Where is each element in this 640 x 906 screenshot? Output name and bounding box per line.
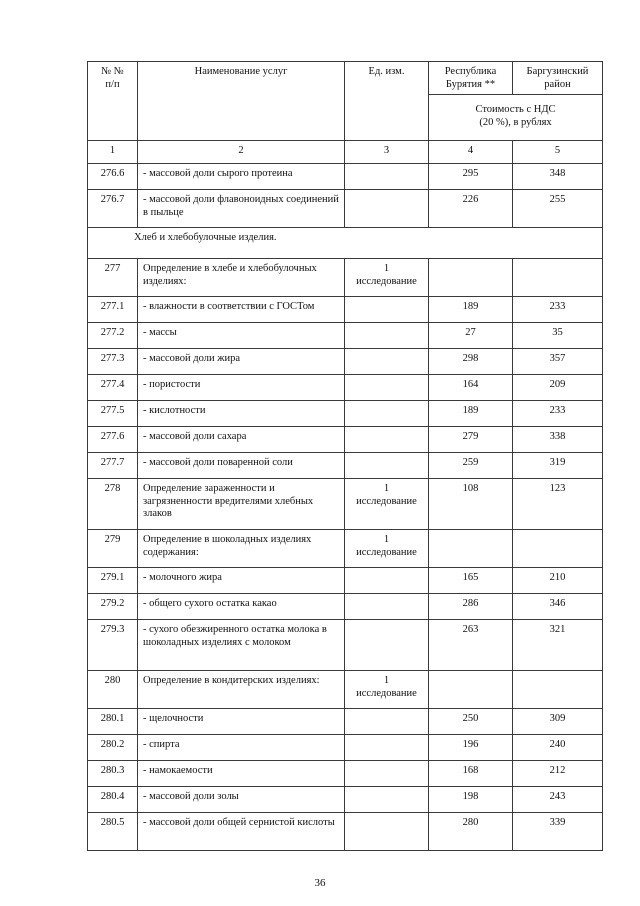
table-row: [88, 479, 603, 530]
price-district: 233: [513, 297, 603, 323]
price-republic: 164: [429, 375, 513, 401]
row-number: 277.4: [88, 375, 138, 401]
table-row: [88, 427, 603, 453]
header-district-text: Баргузинский район: [526, 66, 589, 90]
price-district: 321: [513, 620, 603, 671]
service-name: Определение в хлебе и хлебобулочных изделиях:: [138, 259, 345, 297]
unit-cell: [345, 594, 429, 620]
price-district: [513, 671, 603, 709]
price-district: 210: [513, 568, 603, 594]
price-district: 319: [513, 453, 603, 479]
price-district: 357: [513, 349, 603, 375]
table-row: [88, 568, 603, 594]
price-district: 243: [513, 787, 603, 813]
row-number: 278: [88, 479, 138, 530]
unit-cell: [345, 401, 429, 427]
row-number: 279.2: [88, 594, 138, 620]
service-name: - намокаемости: [138, 761, 345, 787]
service-name: - щелочности: [138, 709, 345, 735]
price-republic: 189: [429, 297, 513, 323]
service-name: - общего сухого остатка какао: [138, 594, 345, 620]
table-row: [88, 349, 603, 375]
price-republic: 280: [429, 813, 513, 851]
unit-cell: [345, 349, 429, 375]
price-republic: 27: [429, 323, 513, 349]
header-district: [513, 62, 603, 95]
page-number: 36: [314, 877, 326, 889]
header-cost: [429, 95, 603, 141]
col-number-1: 1: [88, 141, 138, 164]
price-republic: 198: [429, 787, 513, 813]
price-republic: 279: [429, 427, 513, 453]
table-row: [88, 735, 603, 761]
unit-cell: [345, 453, 429, 479]
service-name: - молочного жира: [138, 568, 345, 594]
table-row: [88, 297, 603, 323]
price-district: 255: [513, 190, 603, 228]
col-number-4: 4: [429, 141, 513, 164]
price-republic: 165: [429, 568, 513, 594]
table-row: [88, 709, 603, 735]
table-row: [88, 530, 603, 568]
table-row: [88, 453, 603, 479]
service-name: Определение в кондитерских изделиях:: [138, 671, 345, 709]
unit-cell: [345, 761, 429, 787]
table-row: [88, 761, 603, 787]
price-republic: 263: [429, 620, 513, 671]
header-num: [88, 62, 138, 141]
unit-cell: [345, 568, 429, 594]
unit-cell: [345, 323, 429, 349]
service-name: Определение зараженности и загрязненности вредителями хлебных злаков: [138, 479, 345, 530]
price-district: 338: [513, 427, 603, 453]
col-number-2: 2: [138, 141, 345, 164]
row-number: 279.1: [88, 568, 138, 594]
service-name: Определение в шоколадных изделиях содержания:: [138, 530, 345, 568]
service-name: - сухого обезжиренного остатка молока в шоколадных изделиях с молоком: [138, 620, 345, 671]
unit-cell: [345, 787, 429, 813]
price-district: 209: [513, 375, 603, 401]
header-unit: Ед. изм.: [345, 62, 429, 141]
section-title: Хлеб и хлебобулочные изделия.: [88, 228, 603, 259]
unit-cell: 1 исследование: [345, 479, 429, 530]
price-republic: [429, 530, 513, 568]
header-num-text: № № п/п: [101, 66, 124, 90]
service-name: - массы: [138, 323, 345, 349]
row-number: 279.3: [88, 620, 138, 671]
price-district: 212: [513, 761, 603, 787]
price-district: 348: [513, 164, 603, 190]
row-number: 277.5: [88, 401, 138, 427]
unit-cell: 1 исследование: [345, 530, 429, 568]
unit-cell: [345, 164, 429, 190]
price-district: [513, 259, 603, 297]
unit-cell: [345, 427, 429, 453]
service-name: - массовой доли золы: [138, 787, 345, 813]
price-district: 346: [513, 594, 603, 620]
row-number: 277.3: [88, 349, 138, 375]
service-name: - массовой доли поваренной соли: [138, 453, 345, 479]
price-republic: 108: [429, 479, 513, 530]
price-republic: 295: [429, 164, 513, 190]
price-republic: [429, 671, 513, 709]
col-number-3: 3: [345, 141, 429, 164]
price-district: 240: [513, 735, 603, 761]
header-service: Наименование услуг: [138, 62, 345, 141]
unit-cell: [345, 375, 429, 401]
price-district: 123: [513, 479, 603, 530]
price-district: 35: [513, 323, 603, 349]
price-district: 309: [513, 709, 603, 735]
row-number: 280.2: [88, 735, 138, 761]
table-row: [88, 594, 603, 620]
price-republic: 196: [429, 735, 513, 761]
header-republic: [429, 62, 513, 95]
table-row: [88, 323, 603, 349]
service-name: - массовой доли сырого протеина: [138, 164, 345, 190]
row-number: 277.2: [88, 323, 138, 349]
row-number: 277.1: [88, 297, 138, 323]
table-row: [88, 164, 603, 190]
unit-cell: [345, 297, 429, 323]
row-number: 276.6: [88, 164, 138, 190]
table-row: [88, 401, 603, 427]
row-number: 277: [88, 259, 138, 297]
row-number: 280.5: [88, 813, 138, 851]
service-name: - массовой доли общей сернистой кислоты: [138, 813, 345, 851]
price-republic: 168: [429, 761, 513, 787]
row-number: 277.7: [88, 453, 138, 479]
unit-cell: [345, 709, 429, 735]
row-number: 280.3: [88, 761, 138, 787]
service-name: - пористости: [138, 375, 345, 401]
column-number-row: [88, 141, 603, 164]
price-district: [513, 530, 603, 568]
table-row: [88, 787, 603, 813]
price-republic: [429, 259, 513, 297]
row-number: 280: [88, 671, 138, 709]
price-republic: 298: [429, 349, 513, 375]
price-republic: 189: [429, 401, 513, 427]
header-cost-text: Стоимость с НДС (20 %), в рублях: [475, 104, 556, 128]
table-row: [88, 259, 603, 297]
row-number: 280.1: [88, 709, 138, 735]
table-row: [88, 375, 603, 401]
table-row: [88, 190, 603, 228]
unit-cell: [345, 620, 429, 671]
price-table: [87, 61, 603, 851]
unit-cell: 1 исследование: [345, 671, 429, 709]
price-republic: 286: [429, 594, 513, 620]
section-row: [88, 228, 603, 259]
service-name: - массовой доли жира: [138, 349, 345, 375]
header-republic-text: Республика Бурятия **: [444, 66, 497, 90]
service-name: - кислотности: [138, 401, 345, 427]
price-district: 233: [513, 401, 603, 427]
price-district: 339: [513, 813, 603, 851]
header-row: [88, 62, 603, 95]
unit-cell: [345, 813, 429, 851]
unit-cell: 1 исследование: [345, 259, 429, 297]
col-number-5: 5: [513, 141, 603, 164]
row-number: 279: [88, 530, 138, 568]
table-row: [88, 671, 603, 709]
service-name: - влажности в соответствии с ГОСТом: [138, 297, 345, 323]
price-republic: 250: [429, 709, 513, 735]
row-number: 276.7: [88, 190, 138, 228]
price-republic: 226: [429, 190, 513, 228]
price-republic: 259: [429, 453, 513, 479]
service-name: - массовой доли сахара: [138, 427, 345, 453]
unit-cell: [345, 190, 429, 228]
row-number: 277.6: [88, 427, 138, 453]
table-row: [88, 620, 603, 671]
table-row: [88, 813, 603, 851]
row-number: 280.4: [88, 787, 138, 813]
service-name: - массовой доли флавоноидных соединений в пыльце: [138, 190, 345, 228]
unit-cell: [345, 735, 429, 761]
service-name: - спирта: [138, 735, 345, 761]
